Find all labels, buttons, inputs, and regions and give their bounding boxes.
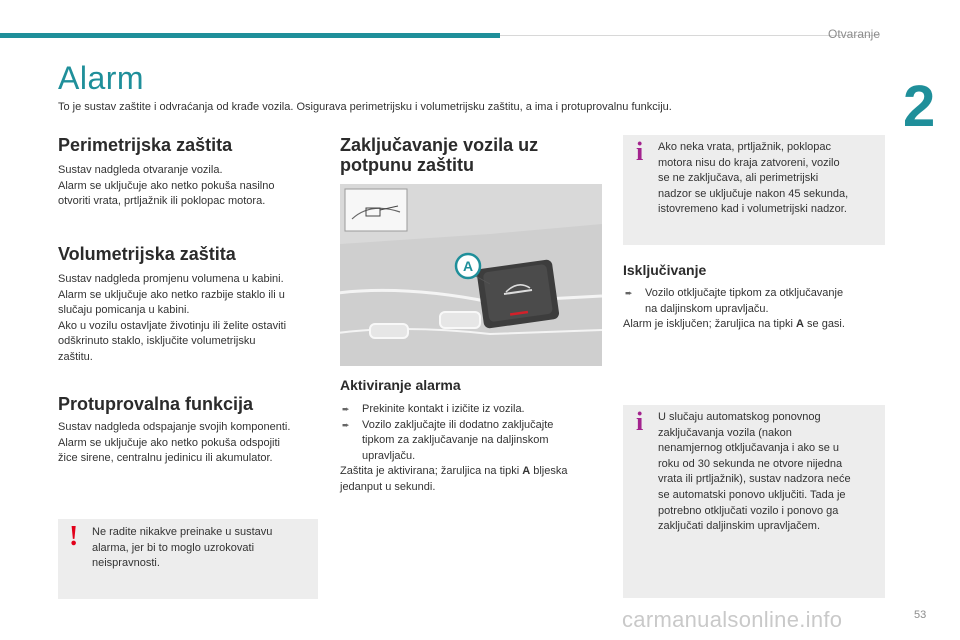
section-name: Otvaranje xyxy=(828,27,881,41)
dashboard-illustration xyxy=(340,184,602,366)
info-text xyxy=(658,410,880,535)
section-heading: Perimetrijska zaštita xyxy=(58,135,233,155)
figure-callout-label: A xyxy=(462,258,474,274)
watermark: carmanualsonline.info xyxy=(622,607,843,632)
text-line: neispravnosti. xyxy=(92,557,160,570)
text-line: žice sirene, centralnu jedinicu ili akumulator. xyxy=(58,452,273,465)
antitamper-text xyxy=(58,420,323,467)
info-icon: i xyxy=(636,137,644,166)
antitamper-section xyxy=(58,394,253,415)
text-line: potrebno otključati vozilo i ponovo ga xyxy=(658,504,839,517)
text-line: nadzor se uključuje nakon 45 sekunda, xyxy=(658,187,849,200)
text-line: se ne zaključava, ali perimetrijski xyxy=(658,172,819,185)
text-fragment: Alarm je isključen; žaruljica na tipki xyxy=(623,318,797,331)
intro-text: To je sustav zaštite i odvraćanja od krađe vozila. Osigurava perimetrijsku i volumetrijsku zaštitu, a ima i protuprovalnu funkciju. xyxy=(58,101,672,113)
text-line: U slučaju automatskog ponovnog xyxy=(658,411,821,423)
button-reference: A xyxy=(522,465,531,478)
text-line: vrata ili prtljažnik), sustav nadzora neće xyxy=(658,473,851,486)
text-line: Vozilo zaključajte ili dodatno zaključajte xyxy=(362,418,554,431)
text-line: na daljinskom upravljaču. xyxy=(645,302,769,315)
text-line: zaključavanja vozila (nakon xyxy=(658,426,792,439)
arrow-bullet-icon: ➨ xyxy=(342,404,350,414)
page-number: 53 xyxy=(914,609,927,621)
text-line: Ako u vozilu ostavljate životinju ili želite ostaviti xyxy=(58,319,287,332)
text-line: nenamjernog otključavanja i ako se u xyxy=(658,442,840,455)
dashboard-drawing xyxy=(340,184,602,366)
text-line: odškrinuto staklo, isključite volumetrijsku xyxy=(58,335,256,348)
text-line: Alarm se uključuje ako netko pokuša nasilno xyxy=(58,179,275,192)
text-line: zaštitu. xyxy=(58,350,93,363)
heading-line: potpunu zaštitu xyxy=(340,155,474,175)
text-line: Alarm se uključuje ako netko razbije staklo ili u xyxy=(58,288,285,301)
arrow-bullet-icon: ➨ xyxy=(625,288,633,298)
perimetric-text xyxy=(58,163,318,210)
info-icon: i xyxy=(636,407,644,436)
text-line: motora nisu do kraja zatvoreni, vozilo xyxy=(658,156,840,169)
text-line: Ne radite nikakve preinake u sustavu xyxy=(92,526,273,538)
warning-note xyxy=(58,519,318,599)
deactivation-section xyxy=(623,262,706,278)
activation-result xyxy=(340,464,605,480)
perimetric-section xyxy=(58,135,232,156)
info-note-relock xyxy=(623,405,885,598)
volumetric-section xyxy=(58,244,236,265)
deactivation-result xyxy=(623,317,885,333)
text-line: Sustav nadgleda odspajanje svojih komponenti. xyxy=(58,421,291,433)
text-line: roku od 30 sekunda ne otvore nijedna xyxy=(658,457,843,470)
header-accent-bar xyxy=(0,33,500,38)
page-title: Alarm xyxy=(58,60,145,96)
section-heading: Isključivanje xyxy=(623,262,707,278)
activation-text xyxy=(340,402,605,496)
text-line: upravljaču. xyxy=(362,449,416,462)
locking-heading xyxy=(340,135,600,175)
text-fragment: se gasi. xyxy=(803,318,845,331)
warning-text xyxy=(92,525,312,572)
chapter-number: 2 xyxy=(903,74,936,139)
section-heading: Aktiviranje alarma xyxy=(340,377,461,393)
text-line: Sustav nadgleda otvaranje vozila. xyxy=(58,164,223,176)
text-line: Prekinite kontakt i izičite iz vozila. xyxy=(362,403,525,415)
info-note-unclosed xyxy=(623,135,885,245)
button-reference: A xyxy=(796,318,804,331)
text-line: Alarm se uključuje ako netko pokuša odspojiti xyxy=(58,436,280,449)
text-line: tipkom za zaključavanje na daljinskom xyxy=(362,434,549,447)
warning-icon: ! xyxy=(69,521,79,552)
text-line: se automatski ponovo uključiti. Tada je xyxy=(658,488,846,501)
text-line: zaključati daljinskim upravljačem. xyxy=(658,520,821,533)
text-fragment: bljeska xyxy=(530,465,568,478)
text-line: Vozilo otključajte tipkom za otključavanje xyxy=(645,287,844,299)
header-divider xyxy=(500,35,880,36)
text-line: slučaju pomicanja u kabini. xyxy=(58,304,190,317)
text-line: jedanput u sekundi. xyxy=(340,480,436,493)
bullet-item xyxy=(340,402,605,418)
bullet-item xyxy=(340,418,605,465)
text-fragment: Zaštita je aktivirana; žaruljica na tipki xyxy=(340,465,523,478)
text-line: otvoriti vrata, prtljažnik ili poklopac motora. xyxy=(58,195,266,208)
text-line: Ako neka vrata, prtljažnik, poklopac xyxy=(658,141,832,153)
activation-section xyxy=(340,377,461,393)
section-heading: Volumetrijska zaštita xyxy=(58,244,236,264)
section-heading: Protuprovalna funkcija xyxy=(58,394,254,414)
text-line: alarma, jer bi to moglo uzrokovati xyxy=(92,541,255,554)
text-line: istovremeno kad i volumetrijski nadzor. xyxy=(658,203,847,216)
info-text xyxy=(658,140,880,218)
text-line: Sustav nadgleda promjenu volumena u kabini. xyxy=(58,273,284,285)
heading-line: Zaključavanje vozila uz xyxy=(340,135,539,155)
arrow-bullet-icon: ➨ xyxy=(342,419,350,430)
deactivation-text xyxy=(623,286,885,333)
volumetric-text xyxy=(58,272,320,366)
bullet-item xyxy=(623,286,885,317)
